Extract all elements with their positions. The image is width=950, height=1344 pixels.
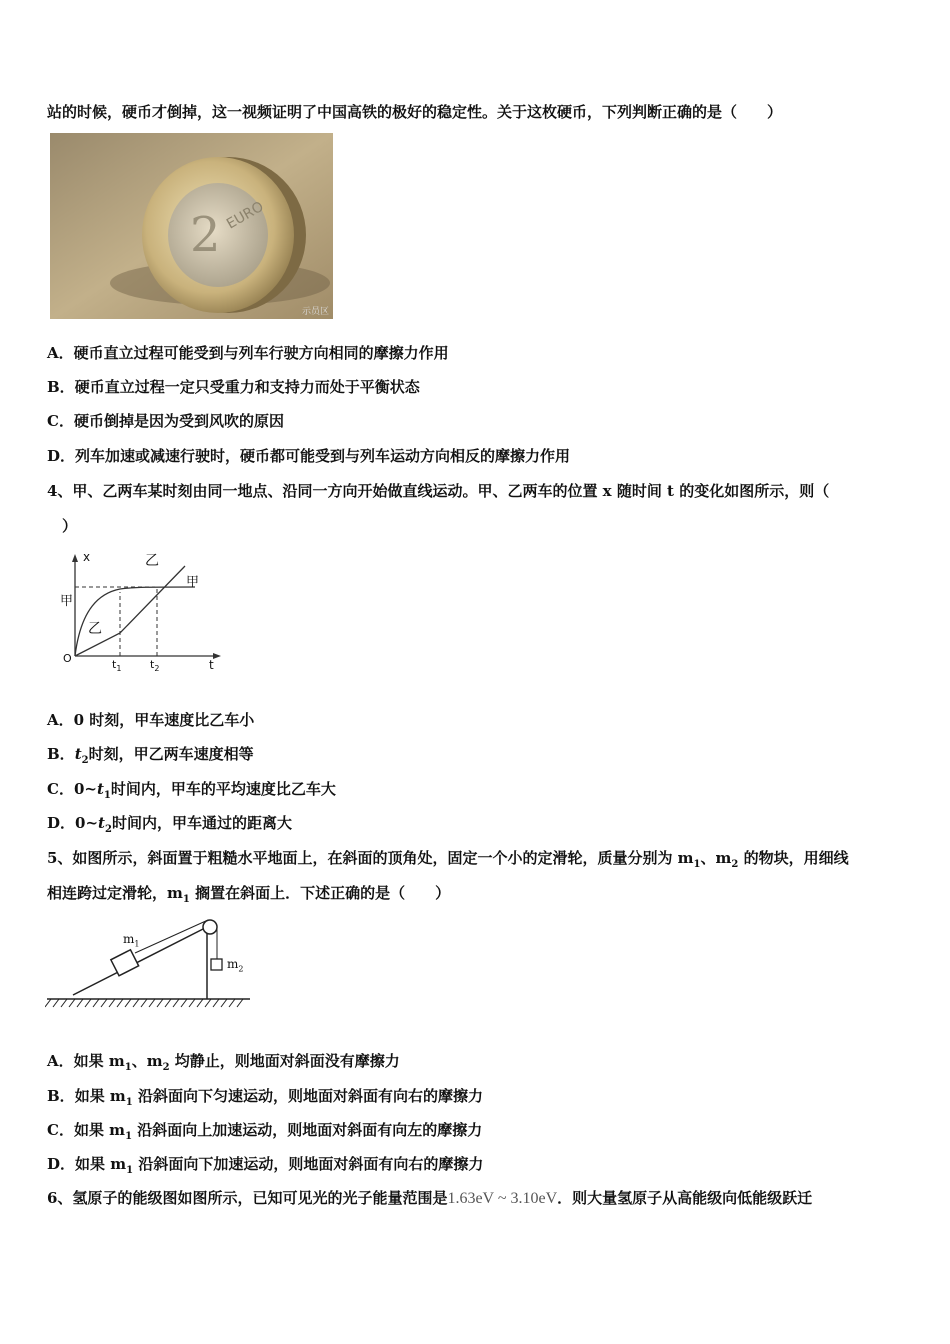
- q4-stem-line2: ）: [62, 517, 78, 535]
- q4-option-b: B．$t_2$时刻，甲乙两车速度相等: [47, 745, 254, 766]
- q5-option-c: C．如果 $m_1$ 沿斜面向上加速运动，则地面对斜面有向左的摩擦力: [47, 1121, 483, 1142]
- q5-stem-line1: 5、如图所示，斜面置于粗糙水平地面上，在斜面的顶角处，固定一个小的定滑轮，质量分别为 $m_1$、$m_2$ 的物块，用细线: [47, 849, 849, 870]
- graph-jia-left-label: 甲: [60, 594, 74, 609]
- photo-watermark: 示员区: [301, 307, 329, 317]
- graph-yi-top-label: 乙: [145, 553, 159, 569]
- q4-option-d: D．$0\sim t_2$时间内，甲车通过的距离大: [47, 814, 292, 835]
- energy-range: 1.63eV ~ 3.10eV: [447, 1190, 558, 1207]
- graph-yi-mid-label: 乙: [88, 621, 102, 637]
- q4-option-c: C．$0\sim t_1$时间内，甲车的平均速度比乙车大: [47, 780, 336, 801]
- graph-t2-label: $t_2$: [150, 658, 160, 674]
- q4-option-a: A．0 时刻，甲车速度比乙车小: [47, 711, 255, 729]
- q3-option-c: C．硬币倒掉是因为受到风吹的原因: [47, 412, 284, 430]
- m1-label: $m_1$: [123, 932, 140, 949]
- q3-option-a: A．硬币直立过程可能受到与列车行驶方向相同的摩擦力作用: [47, 344, 449, 362]
- svg-text:EURO: EURO: [224, 198, 267, 233]
- xt-graph: [55, 548, 230, 673]
- q3-option-d: D．列车加速或减速行驶时，硬币都可能受到与列车运动方向相反的摩擦力作用: [47, 447, 571, 465]
- q5-stem-line2: 相连跨过定滑轮，$m_1$ 搁置在斜面上．下述正确的是（ ）: [47, 884, 451, 905]
- q5-option-b: B．如果 $m_1$ 沿斜面向下匀速运动，则地面对斜面有向右的摩擦力: [47, 1087, 483, 1108]
- svg-text:2: 2: [190, 207, 221, 263]
- q3-stem-tail: 站的时候，硬币才倒掉，这一视频证明了中国高铁的极好的稳定性。关于这枚硬币，下列判断正确的是（ ）: [47, 103, 783, 121]
- coin-photo: [50, 133, 333, 319]
- q5-option-a: A．如果 $m_1$、$m_2$ 均静止，则地面对斜面没有摩擦力: [47, 1052, 400, 1073]
- graph-axis-t-label: t: [209, 658, 214, 672]
- q5-option-d: D．如果 $m_1$ 沿斜面向下加速运动，则地面对斜面有向右的摩擦力: [47, 1155, 484, 1176]
- q4-stem-line1: 4、甲、乙两车某时刻由同一地点、沿同一方向开始做直线运动。甲、乙两车的位置 x 随时间 t 的变化如图所示，则（: [47, 482, 830, 500]
- graph-axis-x-label: x: [83, 550, 91, 564]
- graph-origin-label: O: [63, 652, 72, 665]
- graph-jia-right-label: 甲: [186, 575, 200, 590]
- incline-pulley-figure: [45, 915, 255, 1015]
- m2-label: $m_2$: [227, 957, 244, 974]
- q3-option-b: B．硬币直立过程一定只受重力和支持力而处于平衡状态: [47, 378, 420, 396]
- q6-stem: 6、氢原子的能级图如图所示，已知可见光的光子能量范围是1.63eV ~ 3.10eV．则大量氢原子从高能级向低能级跃迁: [47, 1189, 813, 1207]
- graph-t1-label: $t_1$: [112, 658, 122, 674]
